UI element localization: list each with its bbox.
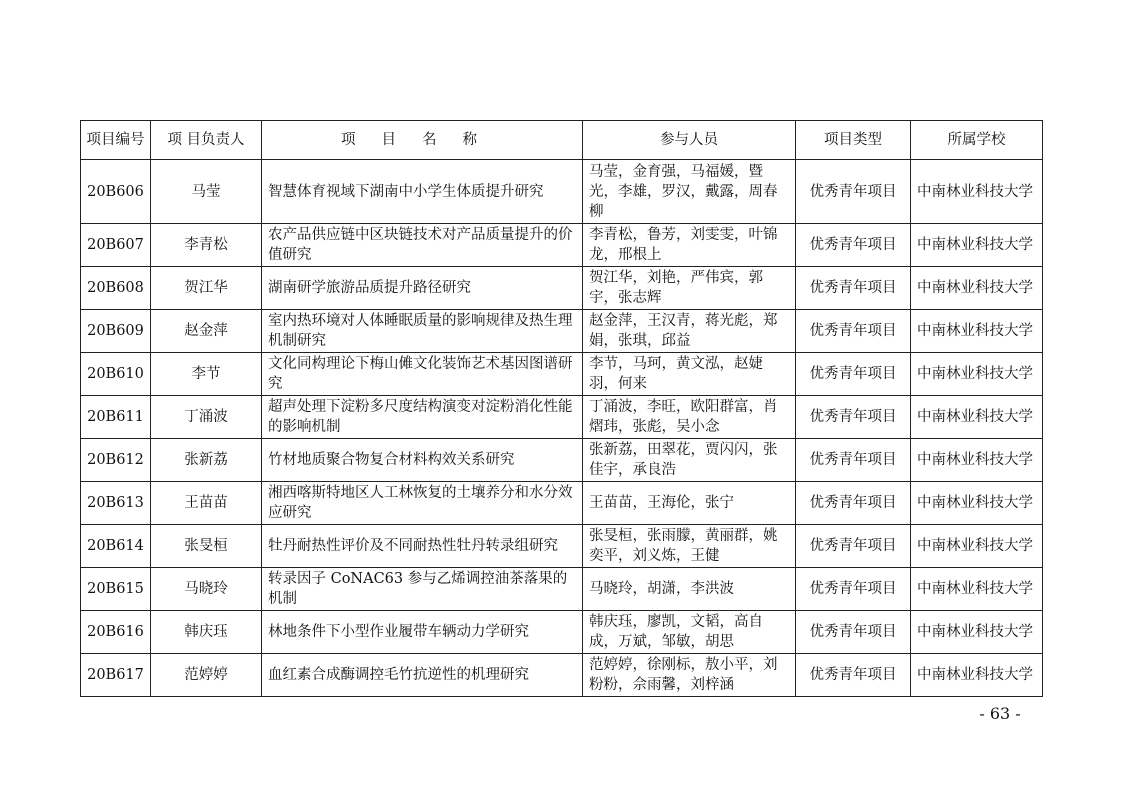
header-project-type: 项目类型	[796, 121, 911, 160]
project-leader: 李节	[151, 353, 262, 396]
project-school: 中南林业科技大学	[911, 439, 1043, 482]
project-id: 20B614	[81, 525, 151, 568]
project-participants: 韩庆珏，廖凯，文韬，高自成，万斌，邹敏，胡思	[583, 611, 796, 654]
header-project-id: 项目编号	[81, 121, 151, 160]
project-id: 20B616	[81, 611, 151, 654]
project-id: 20B606	[81, 160, 151, 224]
project-id: 20B609	[81, 310, 151, 353]
project-name: 湘西喀斯特地区人工林恢复的土壤养分和水分效应研究	[262, 482, 583, 525]
table-row	[81, 353, 1043, 396]
project-type: 优秀青年项目	[796, 310, 911, 353]
table-row	[81, 224, 1043, 267]
project-name: 湖南研学旅游品质提升路径研究	[262, 267, 583, 310]
project-id: 20B607	[81, 224, 151, 267]
table-row	[81, 160, 1043, 224]
table-row	[81, 310, 1043, 353]
header-project-name-label: 项目名称	[341, 132, 503, 148]
project-type: 优秀青年项目	[796, 224, 911, 267]
project-school: 中南林业科技大学	[911, 224, 1043, 267]
table-row	[81, 439, 1043, 482]
project-id: 20B610	[81, 353, 151, 396]
project-id: 20B613	[81, 482, 151, 525]
project-participants: 贺江华，刘艳，严伟宾，郭宇，张志辉	[583, 267, 796, 310]
project-leader: 张新荔	[151, 439, 262, 482]
project-name: 文化同构理论下梅山傩文化装饰艺术基因图谱研究	[262, 353, 583, 396]
project-school: 中南林业科技大学	[911, 353, 1043, 396]
project-type: 优秀青年项目	[796, 267, 911, 310]
table-header-row	[81, 121, 1043, 160]
project-leader: 李青松	[151, 224, 262, 267]
project-leader: 张旻桓	[151, 525, 262, 568]
header-participants: 参与人员	[583, 121, 796, 160]
project-leader: 贺江华	[151, 267, 262, 310]
project-id: 20B611	[81, 396, 151, 439]
project-leader: 王苗苗	[151, 482, 262, 525]
project-participants: 范婷婷，徐刚标，敖小平，刘粉粉，佘雨馨，刘梓涵	[583, 654, 796, 697]
project-id: 20B615	[81, 568, 151, 611]
project-participants: 丁涌波，李旺，欧阳群富，肖熠玮，张彪，吴小念	[583, 396, 796, 439]
project-type: 优秀青年项目	[796, 160, 911, 224]
project-name: 林地条件下小型作业履带车辆动力学研究	[262, 611, 583, 654]
table-row	[81, 525, 1043, 568]
project-name: 农产品供应链中区块链技术对产品质量提升的价值研究	[262, 224, 583, 267]
project-participants: 李节，马珂，黄文泓，赵婕羽，何来	[583, 353, 796, 396]
header-project-leader: 项 目负责人	[151, 121, 262, 160]
project-name: 竹材地质聚合物复合材料构效关系研究	[262, 439, 583, 482]
project-leader: 丁涌波	[151, 396, 262, 439]
project-school: 中南林业科技大学	[911, 396, 1043, 439]
project-leader: 韩庆珏	[151, 611, 262, 654]
project-id: 20B612	[81, 439, 151, 482]
project-school: 中南林业科技大学	[911, 611, 1043, 654]
project-leader: 赵金萍	[151, 310, 262, 353]
project-type: 优秀青年项目	[796, 568, 911, 611]
project-name: 室内热环境对人体睡眠质量的影响规律及热生理机制研究	[262, 310, 583, 353]
project-id: 20B608	[81, 267, 151, 310]
project-school: 中南林业科技大学	[911, 267, 1043, 310]
project-school: 中南林业科技大学	[911, 525, 1043, 568]
header-project-name	[262, 121, 583, 160]
project-school: 中南林业科技大学	[911, 482, 1043, 525]
table-row	[81, 611, 1043, 654]
table-row	[81, 396, 1043, 439]
project-type: 优秀青年项目	[796, 525, 911, 568]
project-leader: 马晓玲	[151, 568, 262, 611]
project-type: 优秀青年项目	[796, 353, 911, 396]
project-type: 优秀青年项目	[796, 396, 911, 439]
project-id: 20B617	[81, 654, 151, 697]
table-row	[81, 568, 1043, 611]
project-name: 血红素合成酶调控毛竹抗逆性的机理研究	[262, 654, 583, 697]
project-school: 中南林业科技大学	[911, 654, 1043, 697]
project-leader: 范婷婷	[151, 654, 262, 697]
project-type: 优秀青年项目	[796, 654, 911, 697]
project-participants: 张旻桓，张雨朦，黄丽群，姚奕平，刘义炼，王健	[583, 525, 796, 568]
project-participants: 王苗苗，王海伦，张宁	[583, 482, 796, 525]
project-name: 智慧体育视域下湖南中小学生体质提升研究	[262, 160, 583, 224]
project-participants: 马莹，金育强，马福媛，暨光，李雄，罗汉，戴露，周春柳	[583, 160, 796, 224]
project-school: 中南林业科技大学	[911, 160, 1043, 224]
project-name: 转录因子 CoNAC63 参与乙烯调控油茶落果的机制	[262, 568, 583, 611]
page-number: - 63 -	[979, 704, 1021, 723]
project-table	[80, 120, 1043, 697]
project-name: 牡丹耐热性评价及不同耐热性牡丹转录组研究	[262, 525, 583, 568]
project-type: 优秀青年项目	[796, 439, 911, 482]
header-school: 所属学校	[911, 121, 1043, 160]
project-participants: 李青松，鲁芳，刘雯雯，叶锦龙，邢根上	[583, 224, 796, 267]
project-leader: 马莹	[151, 160, 262, 224]
project-participants: 张新荔，田翠花，贾闪闪，张佳宇，承良浩	[583, 439, 796, 482]
project-type: 优秀青年项目	[796, 611, 911, 654]
project-participants: 赵金萍，王汉青，蒋光彪，郑娟，张琪，邱益	[583, 310, 796, 353]
table-row	[81, 482, 1043, 525]
project-school: 中南林业科技大学	[911, 310, 1043, 353]
table-row	[81, 267, 1043, 310]
project-type: 优秀青年项目	[796, 482, 911, 525]
project-participants: 马晓玲，胡潇，李洪波	[583, 568, 796, 611]
project-name: 超声处理下淀粉多尺度结构演变对淀粉消化性能的影响机制	[262, 396, 583, 439]
project-school: 中南林业科技大学	[911, 568, 1043, 611]
table-row	[81, 654, 1043, 697]
